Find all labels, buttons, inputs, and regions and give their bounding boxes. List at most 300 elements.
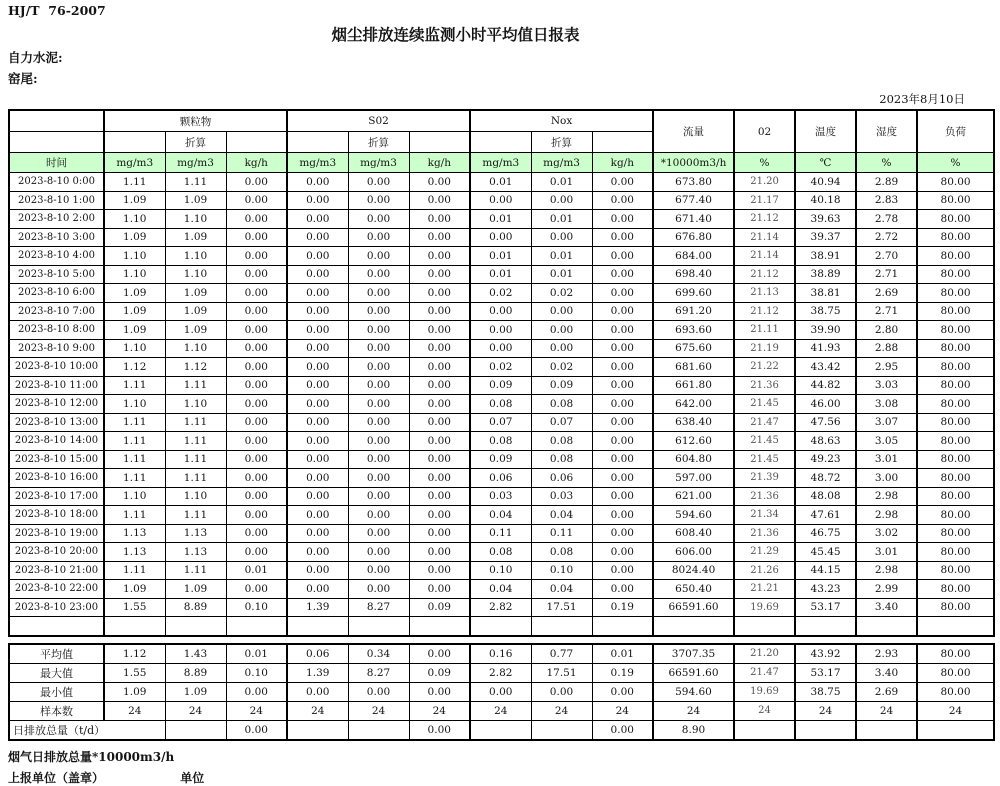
- value-cell: 0.00: [592, 543, 653, 562]
- value-cell: 0.00: [592, 561, 653, 580]
- value-cell: 0.00: [226, 543, 287, 562]
- value-cell: 1.09: [165, 228, 226, 247]
- table-row: [9, 413, 994, 432]
- blank-cell: [470, 132, 531, 153]
- summary-value-cell: 24: [531, 701, 592, 720]
- nox-kgh-unit-header: kg/h: [592, 153, 653, 173]
- value-cell: 21.14: [734, 228, 795, 247]
- value-cell: 699.60: [653, 284, 734, 303]
- value-cell: 1.11: [104, 376, 165, 395]
- summary-row: [9, 663, 994, 682]
- value-cell: 46.00: [795, 395, 856, 414]
- value-cell: 21.45: [734, 450, 795, 469]
- summary-value-cell: 8.27: [348, 663, 409, 682]
- value-cell: 80.00: [917, 450, 994, 469]
- value-cell: 21.12: [734, 210, 795, 229]
- value-cell: 0.00: [592, 339, 653, 358]
- value-cell: 21.12: [734, 302, 795, 321]
- summary-value-cell: 2.93: [856, 644, 917, 664]
- value-cell: 1.09: [104, 321, 165, 340]
- value-cell: 0.07: [531, 413, 592, 432]
- value-cell: 80.00: [917, 487, 994, 506]
- value-cell: 0.00: [592, 450, 653, 469]
- table-row: [9, 284, 994, 303]
- value-cell: 0.00: [226, 450, 287, 469]
- value-cell: 45.45: [795, 543, 856, 562]
- value-cell: 39.63: [795, 210, 856, 229]
- value-cell: 8.27: [348, 598, 409, 617]
- value-cell: 38.75: [795, 302, 856, 321]
- value-cell: 0.00: [287, 173, 348, 192]
- value-cell: 2.82: [470, 598, 531, 617]
- summary-value-cell: 19.69: [734, 682, 795, 701]
- pm-conversion-header: 折算: [165, 132, 226, 153]
- value-cell: 0.06: [470, 469, 531, 488]
- empty-cell: [917, 617, 994, 636]
- value-cell: 0.00: [592, 376, 653, 395]
- report-date: 2023年8月10日: [879, 92, 965, 106]
- so2-group-header: S02: [287, 110, 470, 132]
- value-cell: 44.82: [795, 376, 856, 395]
- value-cell: 1.10: [104, 339, 165, 358]
- so2-kgh-unit-header: kg/h: [409, 153, 470, 173]
- summary-value-cell: 24: [409, 701, 470, 720]
- time-cell: 2023-8-10 18:00: [9, 506, 104, 525]
- empty-cell: [734, 617, 795, 636]
- value-cell: 21.36: [734, 376, 795, 395]
- nox-unit-header: mg/m3: [470, 153, 531, 173]
- value-cell: 3.02: [856, 524, 917, 543]
- value-cell: 2.99: [856, 580, 917, 599]
- time-cell: 2023-8-10 16:00: [9, 469, 104, 488]
- value-cell: 608.40: [653, 524, 734, 543]
- value-cell: 21.17: [734, 191, 795, 210]
- summary-value-cell: 24: [348, 701, 409, 720]
- empty-cell: [531, 617, 592, 636]
- value-cell: 80.00: [917, 265, 994, 284]
- value-cell: 0.00: [287, 487, 348, 506]
- value-cell: 80.00: [917, 413, 994, 432]
- value-cell: 0.00: [409, 228, 470, 247]
- value-cell: 1.11: [165, 561, 226, 580]
- o2-header: 02: [734, 110, 795, 153]
- value-cell: 0.01: [531, 210, 592, 229]
- value-cell: 1.09: [165, 191, 226, 210]
- value-cell: 80.00: [917, 247, 994, 266]
- value-cell: 80.00: [917, 506, 994, 525]
- site-label: 窑尾:: [8, 71, 38, 86]
- summary-value-cell: 0.00: [409, 644, 470, 664]
- value-cell: 2.83: [856, 191, 917, 210]
- table-row: [9, 265, 994, 284]
- value-cell: 681.60: [653, 358, 734, 377]
- value-cell: 0.00: [592, 265, 653, 284]
- value-cell: 1.10: [165, 395, 226, 414]
- value-cell: 0.00: [226, 487, 287, 506]
- time-cell: 2023-8-10 2:00: [9, 210, 104, 229]
- value-cell: 1.09: [165, 302, 226, 321]
- value-cell: 0.04: [531, 580, 592, 599]
- value-cell: 0.00: [348, 339, 409, 358]
- value-cell: 0.08: [531, 450, 592, 469]
- time-cell: 2023-8-10 7:00: [9, 302, 104, 321]
- summary-value-cell: 80.00: [917, 644, 994, 664]
- summary-value-cell: 0.00: [470, 682, 531, 701]
- value-cell: 0.00: [470, 321, 531, 340]
- value-cell: 1.10: [104, 487, 165, 506]
- value-cell: 0.00: [287, 524, 348, 543]
- value-cell: 0.00: [226, 265, 287, 284]
- value-cell: 0.00: [409, 561, 470, 580]
- report-unit-label: 上报单位（盖章）: [8, 770, 105, 785]
- value-cell: 0.00: [348, 247, 409, 266]
- time-cell: 2023-8-10 17:00: [9, 487, 104, 506]
- value-cell: 1.11: [104, 506, 165, 525]
- value-cell: 1.55: [104, 598, 165, 617]
- summary-value-cell: 1.39: [287, 663, 348, 682]
- value-cell: 0.01: [531, 265, 592, 284]
- value-cell: 0.08: [470, 432, 531, 451]
- value-cell: 0.00: [226, 413, 287, 432]
- table-row: [9, 487, 994, 506]
- value-cell: 0.00: [348, 469, 409, 488]
- value-cell: 47.61: [795, 506, 856, 525]
- daily-total-value-cell: [531, 720, 592, 740]
- value-cell: 0.00: [287, 358, 348, 377]
- value-cell: 80.00: [917, 543, 994, 562]
- value-cell: 38.91: [795, 247, 856, 266]
- value-cell: 1.09: [104, 580, 165, 599]
- nox-group-header: Nox: [470, 110, 653, 132]
- value-cell: 1.11: [165, 432, 226, 451]
- blank-cell: [9, 132, 104, 153]
- value-cell: 0.00: [592, 469, 653, 488]
- value-cell: 80.00: [917, 321, 994, 340]
- value-cell: 0.01: [226, 561, 287, 580]
- value-cell: 1.12: [104, 358, 165, 377]
- table-row: [9, 210, 994, 229]
- value-cell: 1.11: [165, 376, 226, 395]
- value-cell: 21.26: [734, 561, 795, 580]
- value-cell: 0.00: [409, 321, 470, 340]
- summary-value-cell: 0.10: [226, 663, 287, 682]
- value-cell: 0.00: [531, 191, 592, 210]
- value-cell: 676.80: [653, 228, 734, 247]
- value-cell: 597.00: [653, 469, 734, 488]
- value-cell: 1.09: [104, 191, 165, 210]
- value-cell: 66591.60: [653, 598, 734, 617]
- value-cell: 80.00: [917, 302, 994, 321]
- value-cell: 2.88: [856, 339, 917, 358]
- value-cell: 1.09: [104, 284, 165, 303]
- value-cell: 3.01: [856, 543, 917, 562]
- summary-value-cell: 0.16: [470, 644, 531, 664]
- value-cell: 8.89: [165, 598, 226, 617]
- summary-value-cell: 24: [226, 701, 287, 720]
- value-cell: 0.04: [470, 506, 531, 525]
- value-cell: 1.10: [104, 395, 165, 414]
- value-cell: 48.08: [795, 487, 856, 506]
- value-cell: 3.07: [856, 413, 917, 432]
- value-cell: 39.90: [795, 321, 856, 340]
- value-cell: 0.00: [409, 524, 470, 543]
- value-cell: 0.02: [470, 284, 531, 303]
- table-row: [9, 376, 994, 395]
- value-cell: 1.11: [165, 506, 226, 525]
- value-cell: 0.08: [470, 543, 531, 562]
- time-cell: 2023-8-10 3:00: [9, 228, 104, 247]
- pm-conv-unit-header: mg/m3: [165, 153, 226, 173]
- value-cell: 0.00: [226, 210, 287, 229]
- value-cell: 21.34: [734, 506, 795, 525]
- summary-value-cell: 21.47: [734, 663, 795, 682]
- value-cell: 2.72: [856, 228, 917, 247]
- value-cell: 0.00: [409, 487, 470, 506]
- value-cell: 80.00: [917, 598, 994, 617]
- value-cell: 21.22: [734, 358, 795, 377]
- empty-cell: [592, 617, 653, 636]
- o2-unit-header: %: [734, 153, 795, 173]
- value-cell: 0.00: [348, 358, 409, 377]
- table-row: [9, 339, 994, 358]
- value-cell: 40.94: [795, 173, 856, 192]
- summary-value-cell: 3707.35: [653, 644, 734, 664]
- value-cell: 0.00: [409, 506, 470, 525]
- value-cell: 0.00: [409, 358, 470, 377]
- value-cell: 0.00: [287, 191, 348, 210]
- empty-cell: [653, 617, 734, 636]
- value-cell: 8024.40: [653, 561, 734, 580]
- value-cell: 0.00: [226, 284, 287, 303]
- value-cell: 693.60: [653, 321, 734, 340]
- table-row: [9, 358, 994, 377]
- summary-value-cell: 24: [287, 701, 348, 720]
- value-cell: 594.60: [653, 506, 734, 525]
- value-cell: 1.11: [165, 413, 226, 432]
- value-cell: 0.00: [287, 284, 348, 303]
- value-cell: 0.01: [470, 210, 531, 229]
- flow-header: 流量: [653, 110, 734, 153]
- value-cell: 21.11: [734, 321, 795, 340]
- value-cell: 0.02: [531, 284, 592, 303]
- empty-cell: [470, 617, 531, 636]
- value-cell: 698.40: [653, 265, 734, 284]
- value-cell: 0.00: [226, 321, 287, 340]
- value-cell: 0.00: [287, 302, 348, 321]
- daily-total-value-cell: [917, 720, 994, 740]
- summary-value-cell: 1.43: [165, 644, 226, 664]
- summary-value-cell: 0.00: [287, 682, 348, 701]
- summary-table: [8, 643, 995, 741]
- value-cell: 44.15: [795, 561, 856, 580]
- value-cell: 0.00: [287, 561, 348, 580]
- summary-value-cell: 43.92: [795, 644, 856, 664]
- summary-value-cell: 24: [104, 701, 165, 720]
- page-title: 烟尘排放连续监测小时平均值日报表: [331, 25, 580, 44]
- value-cell: 0.00: [226, 469, 287, 488]
- summary-value-cell: 1.09: [104, 682, 165, 701]
- value-cell: 0.00: [287, 413, 348, 432]
- summary-value-cell: 0.00: [531, 682, 592, 701]
- empty-cell: [287, 617, 348, 636]
- value-cell: 0.00: [409, 191, 470, 210]
- value-cell: 53.17: [795, 598, 856, 617]
- pm-kgh-unit-header: kg/h: [226, 153, 287, 173]
- value-cell: 0.00: [226, 376, 287, 395]
- value-cell: 0.19: [592, 598, 653, 617]
- value-cell: 80.00: [917, 358, 994, 377]
- table-row: [9, 543, 994, 562]
- daily-total-value-cell: [734, 720, 795, 740]
- summary-label: 样本数: [9, 701, 104, 720]
- value-cell: 0.00: [348, 580, 409, 599]
- value-cell: 21.12: [734, 265, 795, 284]
- summary-value-cell: 0.01: [226, 644, 287, 664]
- value-cell: 0.00: [470, 191, 531, 210]
- value-cell: 80.00: [917, 376, 994, 395]
- time-cell: 2023-8-10 1:00: [9, 191, 104, 210]
- time-cell: 2023-8-10 13:00: [9, 413, 104, 432]
- value-cell: 2.71: [856, 265, 917, 284]
- value-cell: 0.00: [348, 524, 409, 543]
- value-cell: 21.36: [734, 524, 795, 543]
- value-cell: 0.00: [592, 210, 653, 229]
- summary-value-cell: 0.34: [348, 644, 409, 664]
- value-cell: 80.00: [917, 561, 994, 580]
- value-cell: 1.10: [165, 487, 226, 506]
- value-cell: 80.00: [917, 210, 994, 229]
- value-cell: 3.40: [856, 598, 917, 617]
- value-cell: 0.00: [592, 358, 653, 377]
- value-cell: 21.29: [734, 543, 795, 562]
- summary-row: [9, 644, 994, 664]
- corner-cell: [9, 110, 104, 132]
- value-cell: 612.60: [653, 432, 734, 451]
- value-cell: 2.78: [856, 210, 917, 229]
- value-cell: 661.80: [653, 376, 734, 395]
- flue-gas-daily-total-label: 烟气日排放总量*10000m3/h: [8, 749, 175, 764]
- summary-label: 平均值: [9, 644, 104, 664]
- value-cell: 0.00: [531, 339, 592, 358]
- value-cell: 1.39: [287, 598, 348, 617]
- summary-value-cell: 0.19: [592, 663, 653, 682]
- temp-unit-header: ℃: [795, 153, 856, 173]
- value-cell: 0.07: [470, 413, 531, 432]
- summary-label: 最小值: [9, 682, 104, 701]
- value-cell: 0.00: [226, 191, 287, 210]
- value-cell: 41.93: [795, 339, 856, 358]
- value-cell: 0.00: [409, 580, 470, 599]
- value-cell: 0.00: [409, 210, 470, 229]
- value-cell: 0.00: [287, 339, 348, 358]
- empty-cell: [165, 617, 226, 636]
- value-cell: 675.60: [653, 339, 734, 358]
- summary-value-cell: 1.12: [104, 644, 165, 664]
- value-cell: 642.00: [653, 395, 734, 414]
- summary-value-cell: 53.17: [795, 663, 856, 682]
- value-cell: 1.13: [104, 543, 165, 562]
- value-cell: 21.14: [734, 247, 795, 266]
- table-row: [9, 191, 994, 210]
- value-cell: 17.51: [531, 598, 592, 617]
- value-cell: 0.01: [470, 247, 531, 266]
- company-label: 自力水泥:: [8, 50, 63, 65]
- blank-cell: [287, 132, 348, 153]
- summary-value-cell: 24: [917, 701, 994, 720]
- summary-value-cell: 21.20: [734, 644, 795, 664]
- pm-unit-header: mg/m3: [104, 153, 165, 173]
- value-cell: 38.81: [795, 284, 856, 303]
- value-cell: 21.39: [734, 469, 795, 488]
- summary-value-cell: 24: [165, 701, 226, 720]
- empty-cell: [226, 617, 287, 636]
- value-cell: 691.20: [653, 302, 734, 321]
- time-cell: 2023-8-10 8:00: [9, 321, 104, 340]
- value-cell: 0.00: [226, 228, 287, 247]
- value-cell: 80.00: [917, 228, 994, 247]
- value-cell: 0.00: [287, 321, 348, 340]
- value-cell: 80.00: [917, 580, 994, 599]
- time-cell: 2023-8-10 10:00: [9, 358, 104, 377]
- value-cell: 21.21: [734, 580, 795, 599]
- value-cell: 0.00: [409, 376, 470, 395]
- value-cell: 0.00: [287, 395, 348, 414]
- load-header: 负荷: [917, 110, 994, 153]
- value-cell: 0.00: [287, 228, 348, 247]
- daily-total-value-cell: [856, 720, 917, 740]
- table-row: [9, 598, 994, 617]
- value-cell: 1.11: [104, 450, 165, 469]
- value-cell: 0.04: [470, 580, 531, 599]
- blank-cell: [592, 132, 653, 153]
- time-cell: 2023-8-10 23:00: [9, 598, 104, 617]
- so2-conv-unit-header: mg/m3: [348, 153, 409, 173]
- summary-value-cell: 1.09: [165, 682, 226, 701]
- time-cell: 2023-8-10 4:00: [9, 247, 104, 266]
- value-cell: 0.00: [348, 506, 409, 525]
- blank-cell: [409, 132, 470, 153]
- flow-unit-header: *10000m3/h: [653, 153, 734, 173]
- value-cell: 0.00: [287, 432, 348, 451]
- value-cell: 0.00: [226, 395, 287, 414]
- summary-value-cell: 24: [470, 701, 531, 720]
- summary-value-cell: 80.00: [917, 682, 994, 701]
- value-cell: 0.00: [409, 284, 470, 303]
- value-cell: 0.00: [531, 321, 592, 340]
- signature-line: [8, 769, 993, 786]
- summary-value-cell: 24: [856, 701, 917, 720]
- value-cell: 0.00: [348, 265, 409, 284]
- value-cell: 673.80: [653, 173, 734, 192]
- value-cell: 1.10: [104, 210, 165, 229]
- empty-row: [9, 617, 994, 636]
- value-cell: 0.00: [409, 395, 470, 414]
- value-cell: 1.11: [104, 432, 165, 451]
- value-cell: 0.00: [592, 413, 653, 432]
- value-cell: 0.09: [409, 598, 470, 617]
- table-row: [9, 450, 994, 469]
- value-cell: 1.09: [104, 228, 165, 247]
- empty-cell: [348, 617, 409, 636]
- value-cell: 1.11: [165, 173, 226, 192]
- summary-value-cell: 0.09: [409, 663, 470, 682]
- blank-cell: [104, 132, 165, 153]
- value-cell: 0.00: [348, 432, 409, 451]
- value-cell: 80.00: [917, 191, 994, 210]
- table-row: [9, 173, 994, 192]
- value-cell: 0.00: [470, 339, 531, 358]
- summary-value-cell: 0.00: [409, 682, 470, 701]
